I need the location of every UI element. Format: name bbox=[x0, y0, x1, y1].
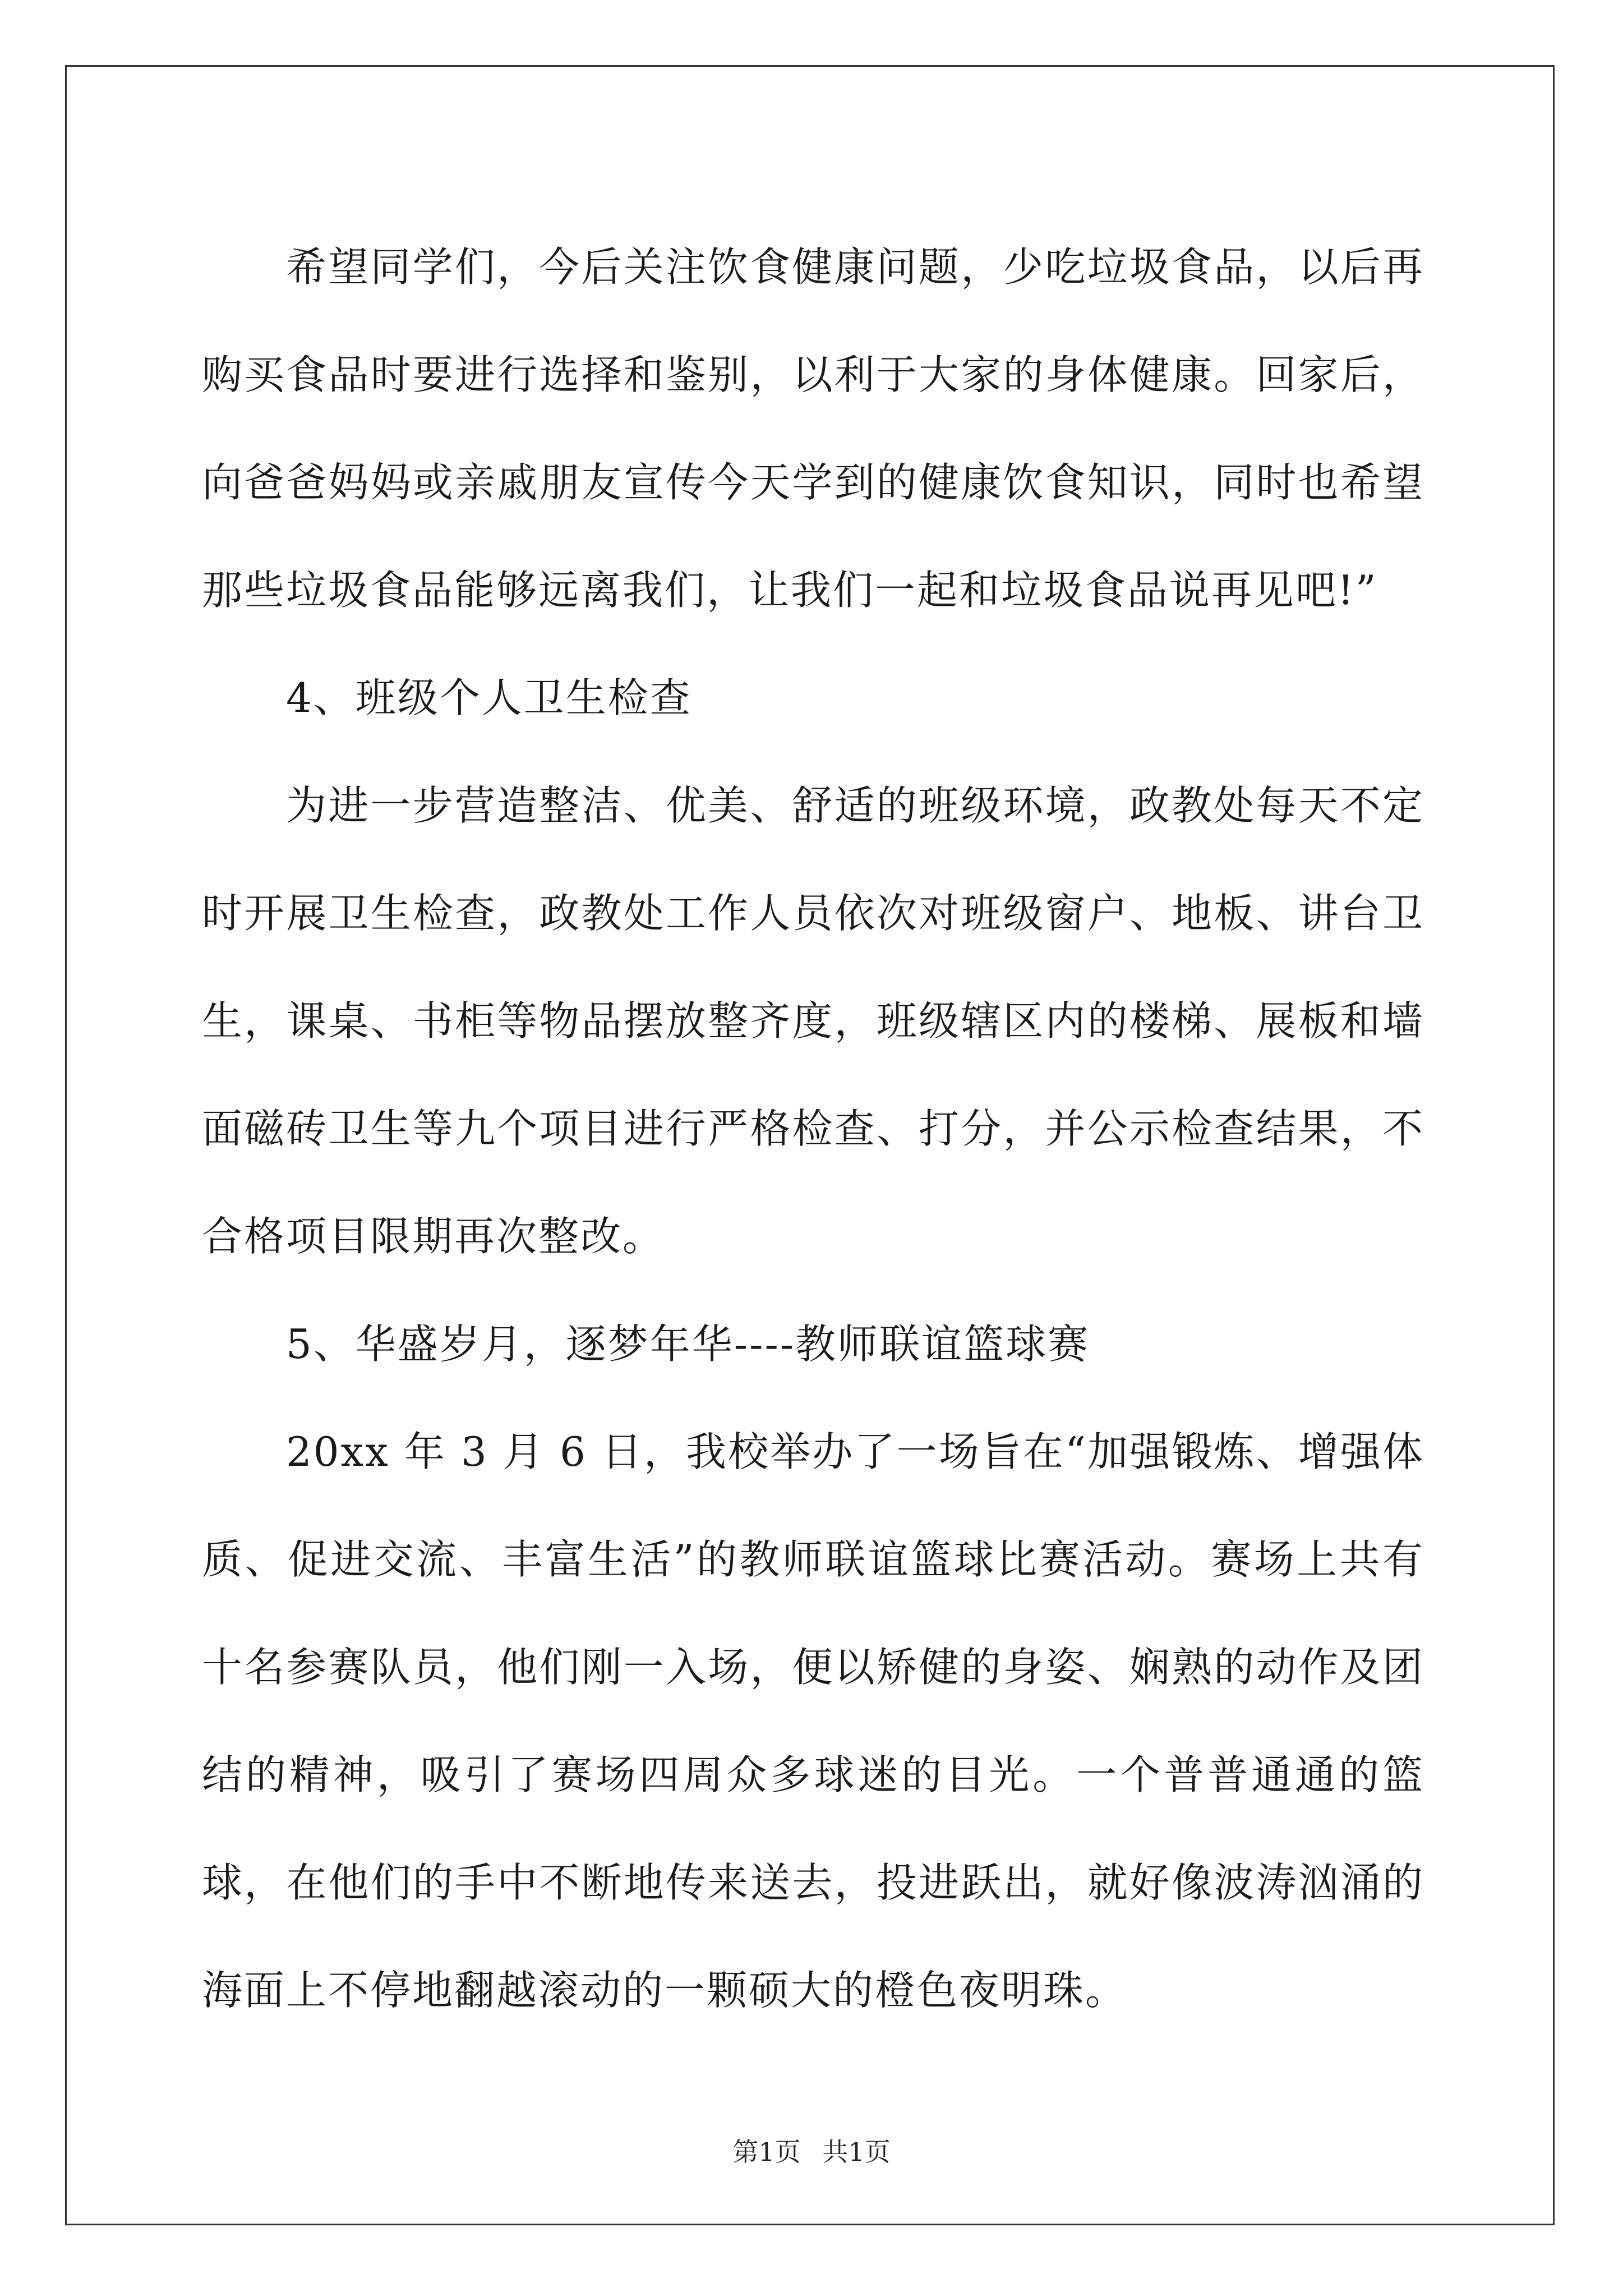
page-number: 第1页 bbox=[732, 2137, 801, 2167]
document-body bbox=[202, 213, 1424, 2044]
page-footer bbox=[0, 2132, 1623, 2169]
section-heading-hygiene-check: 4、班级个人卫生检查 bbox=[286, 674, 692, 721]
paragraph-hygiene-check: 为进一步营造整洁、优美、舒适的班级环境，政教处每天不定时开展卫生检查，政教处工作人员依次对班级窗户、地板、讲台卫生，课桌、书柜等物品摆放整齐度，班级辖区内的楼梯、展板和墙面磁砖卫生等九个项目进行严格检查、打分，并公示检查结果，不合格项目限期再次整改。 bbox=[202, 782, 1424, 1260]
paragraph-junk-food-conclusion: 希望同学们，今后关注饮食健康问题，少吃垃圾食品，以后再购买食品时要进行选择和鉴别，以利于大家的身体健康。回家后，向爸爸妈妈或亲戚朋友宣传今天学到的健康饮食知识，同时也希望那些垃圾食品能够远离我们，让我们一起和垃圾食品说再见吧!” bbox=[202, 243, 1424, 614]
page-total: 共1页 bbox=[822, 2137, 891, 2167]
section-heading-basketball: 5、华盛岁月，逐梦年华----教师联谊篮球赛 bbox=[286, 1320, 1090, 1368]
paragraph-basketball: 20xx 年 3 月 6 日，我校举办了一场旨在“加强锻炼、增强体质、促进交流、丰富生活”的教师联谊篮球比赛活动。赛场上共有十名参赛队员，他们刚一入场，便以矫健的身姿、娴熟的动作及团结的精神，吸引了赛场四周众多球迷的目光。一个普普通通的篮球，在他们的手中不断地传来送去，投进跃出，就好像波涛汹涌的海面上不停地翻越滚动的一颗硕大的橙色夜明珠。 bbox=[202, 1428, 1424, 2014]
